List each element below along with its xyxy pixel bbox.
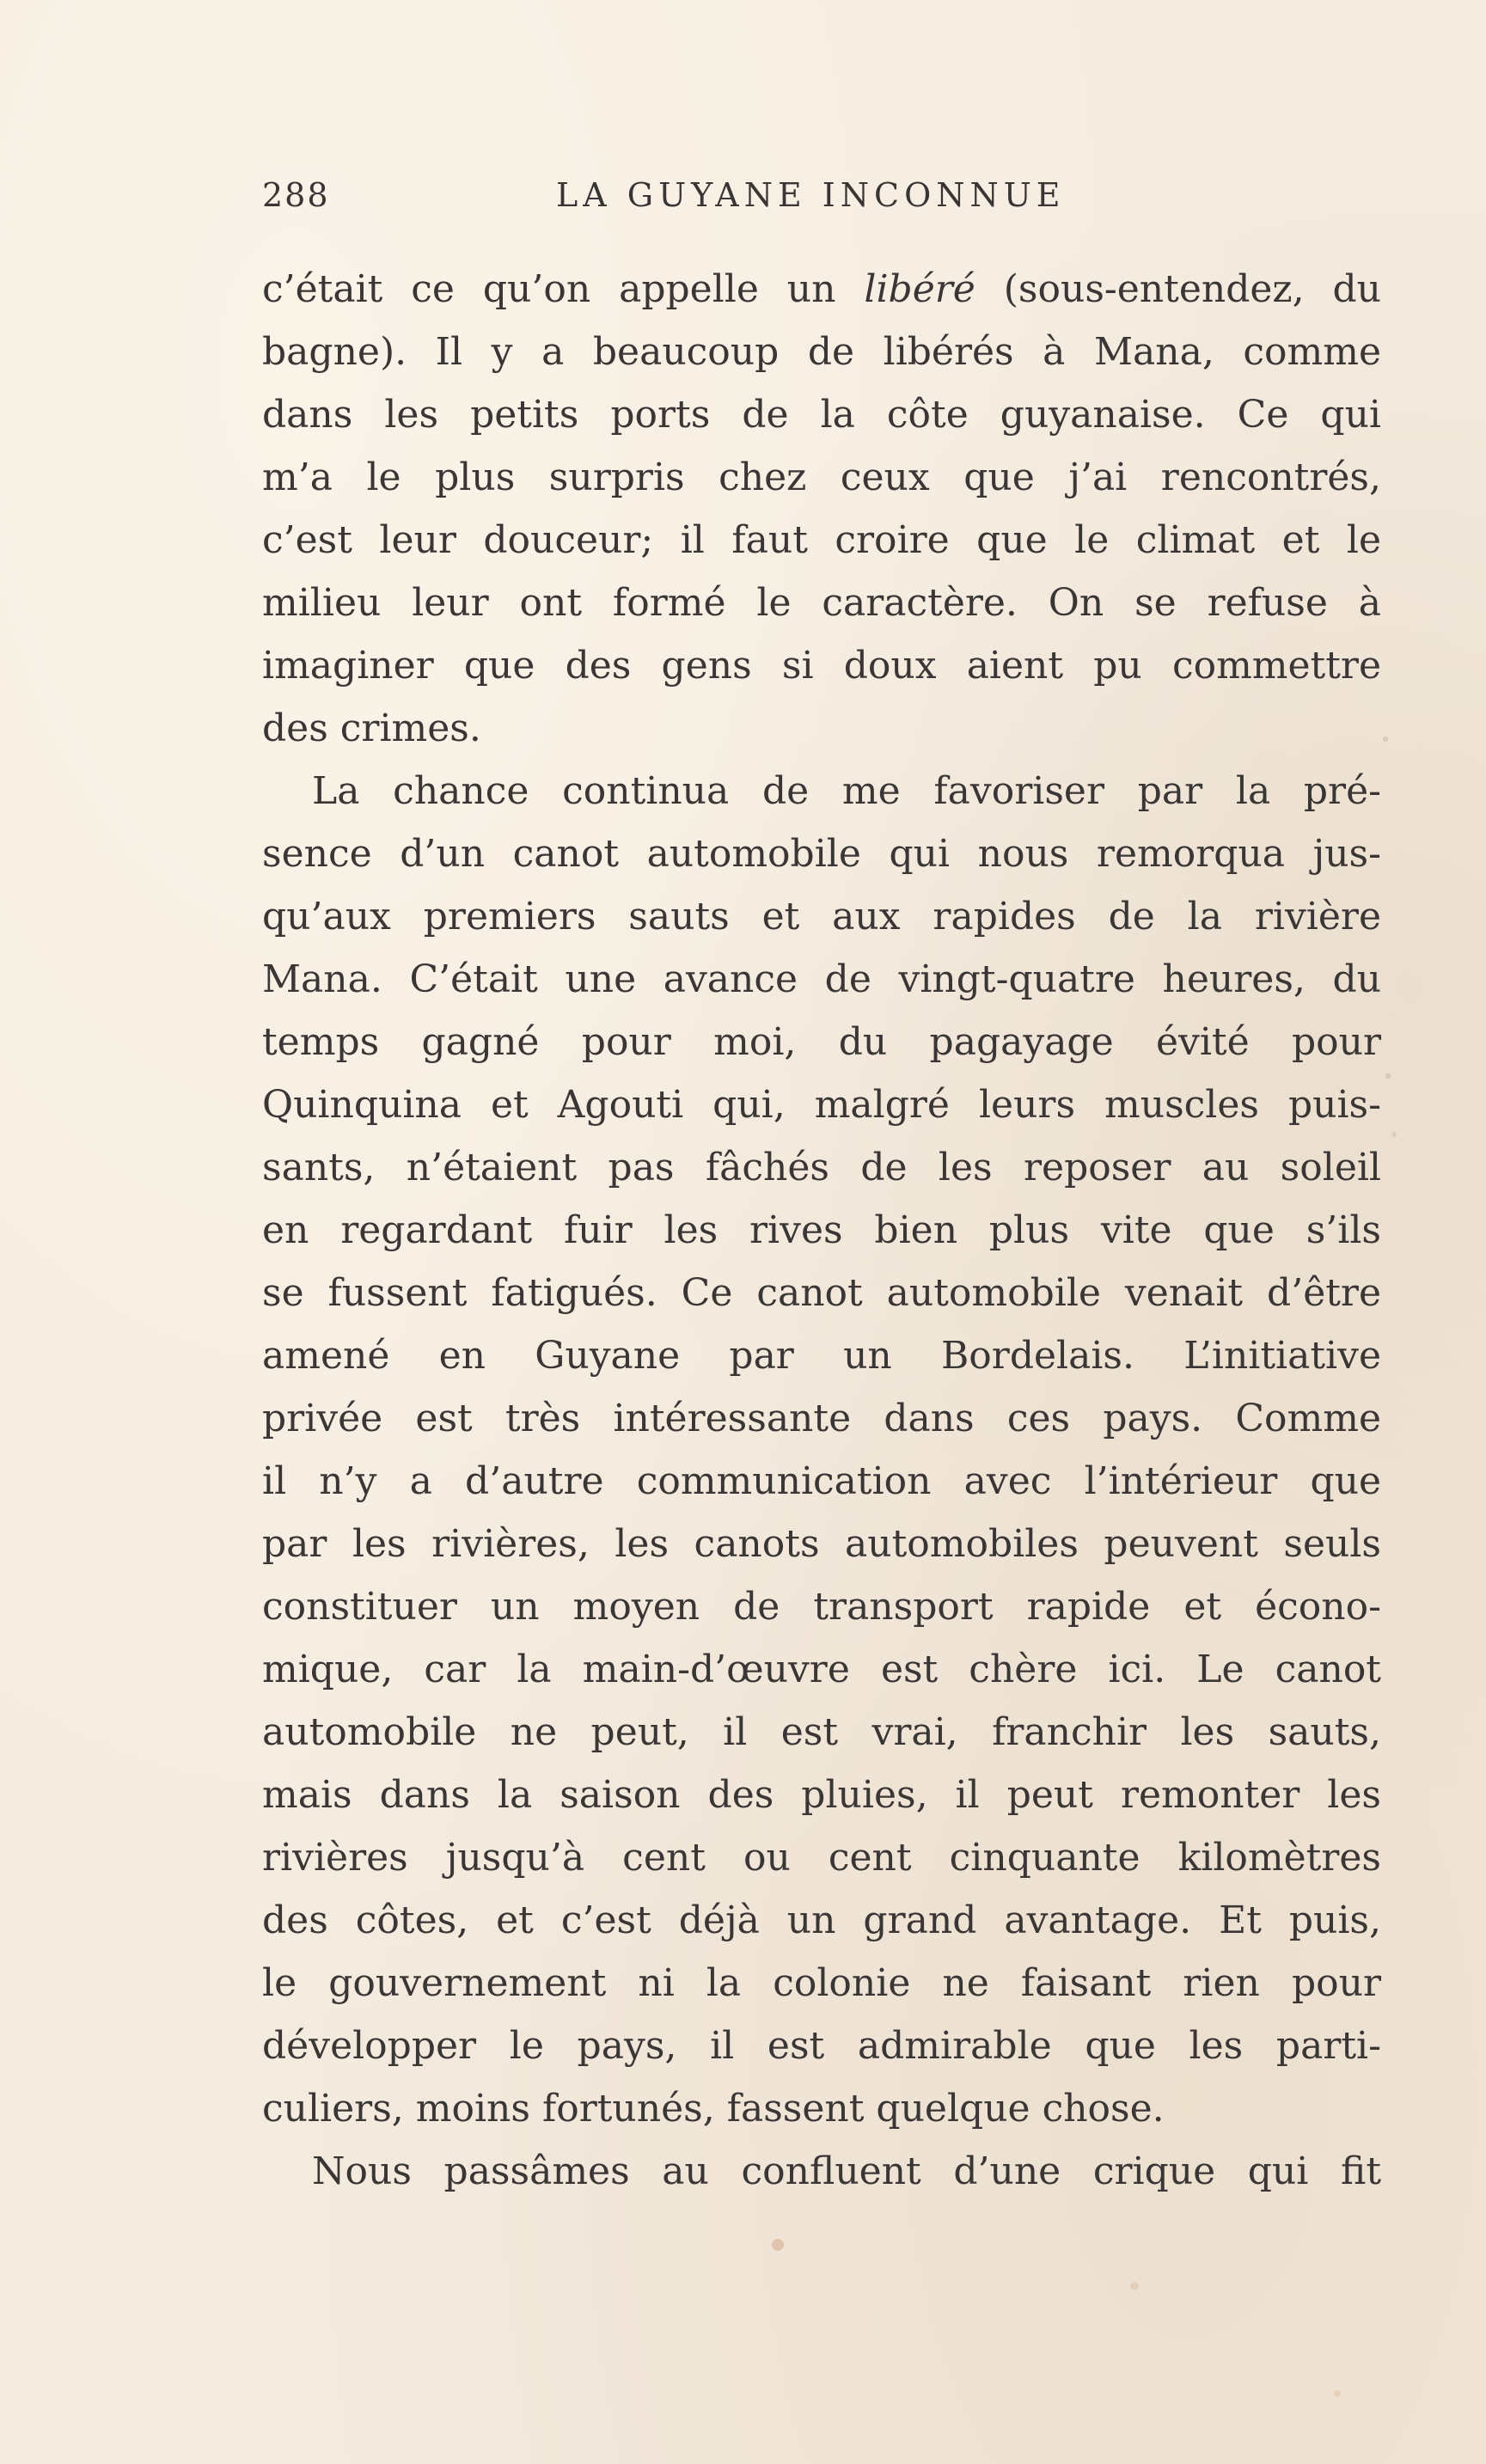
text-line: milieu leur ont formé le caractère. On se refuse à xyxy=(262,581,1381,625)
running-head xyxy=(262,176,1379,228)
paper-speck xyxy=(772,2239,784,2251)
text-line: bagne). Il y a beaucoup de libérés à Mana, comme xyxy=(262,330,1381,374)
text-line: Quinquina et Agouti qui, malgré leurs muscles puis- xyxy=(262,1083,1381,1127)
text-line: des côtes, et c’est déjà un grand avantage. Et puis, xyxy=(262,1898,1381,1942)
paper-speck xyxy=(1385,1073,1391,1079)
text-segment: (sous-entendez, du xyxy=(975,267,1382,311)
page-number: 288 xyxy=(262,176,330,214)
text-line: par les rivières, les canots automobiles peuvent seuls xyxy=(262,1522,1381,1566)
text-line-indented: Nous passâmes au confluent d’une crique qui fit xyxy=(312,2149,1381,2193)
text-block xyxy=(262,258,1381,2203)
text-line: sence d’un canot automobile qui nous remorqua jus- xyxy=(262,832,1381,876)
text-line: Mana. C’était une avance de vingt-quatre heures, du xyxy=(262,957,1381,1001)
text-line: il n’y a d’autre communication avec l’intérieur que xyxy=(262,1459,1381,1503)
paper-speck xyxy=(1130,2282,1139,2290)
text-line: des crimes. xyxy=(262,706,481,750)
text-line: mique, car la main-d’œuvre est chère ici. Le canot xyxy=(262,1648,1381,1691)
text-line: constituer un moyen de transport rapide et écono- xyxy=(262,1585,1381,1629)
running-title: LA GUYANE INCONNUE xyxy=(556,176,1066,214)
paper-speck xyxy=(1334,2390,1341,2397)
text-line: automobile ne peut, il est vrai, franchir les sauts, xyxy=(262,1710,1381,1754)
text-line: imaginer que des gens si doux aient pu commettre xyxy=(262,644,1381,688)
text-line: en regardant fuir les rives bien plus vite que s’ils xyxy=(262,1208,1381,1252)
paper-speck xyxy=(1391,1132,1397,1137)
text-line: dans les petits ports de la côte guyanaise. Ce qui xyxy=(262,393,1381,437)
text-line-indented: La chance continua de me favoriser par la pré- xyxy=(312,769,1381,813)
text-line: le gouvernement ni la colonie ne faisant rien pour xyxy=(262,1961,1381,2005)
text-line: se fussent fatigués. Ce canot automobile venait d’être xyxy=(262,1271,1381,1315)
text-line: c’est leur douceur; il faut croire que le climat et le xyxy=(262,518,1381,562)
text-segment: c’était ce qu’on appelle un xyxy=(262,267,865,311)
text-line: amené en Guyane par un Bordelais. L’initiative xyxy=(262,1334,1381,1378)
italic-word: libéré xyxy=(864,267,975,311)
text-line: privée est très intéressante dans ces pays. Comme xyxy=(262,1397,1381,1440)
text-line: rivières jusqu’à cent ou cent cinquante kilomètres xyxy=(262,1836,1381,1880)
text-line xyxy=(262,258,1381,321)
text-line: sants, n’étaient pas fâchés de les reposer au soleil xyxy=(262,1146,1381,1189)
text-line: m’a le plus surpris chez ceux que j’ai rencontrés, xyxy=(262,456,1381,499)
text-line: culiers, moins fortunés, fassent quelque chose. xyxy=(262,2087,1165,2131)
text-line: développer le pays, il est admirable que les parti- xyxy=(262,2024,1381,2068)
text-line: qu’aux premiers sauts et aux rapides de la rivière xyxy=(262,895,1381,939)
paper-speck xyxy=(1383,737,1388,742)
text-line: mais dans la saison des pluies, il peut remonter les xyxy=(262,1773,1381,1817)
text-line: temps gagné pour moi, du pagayage évité pour xyxy=(262,1020,1381,1064)
